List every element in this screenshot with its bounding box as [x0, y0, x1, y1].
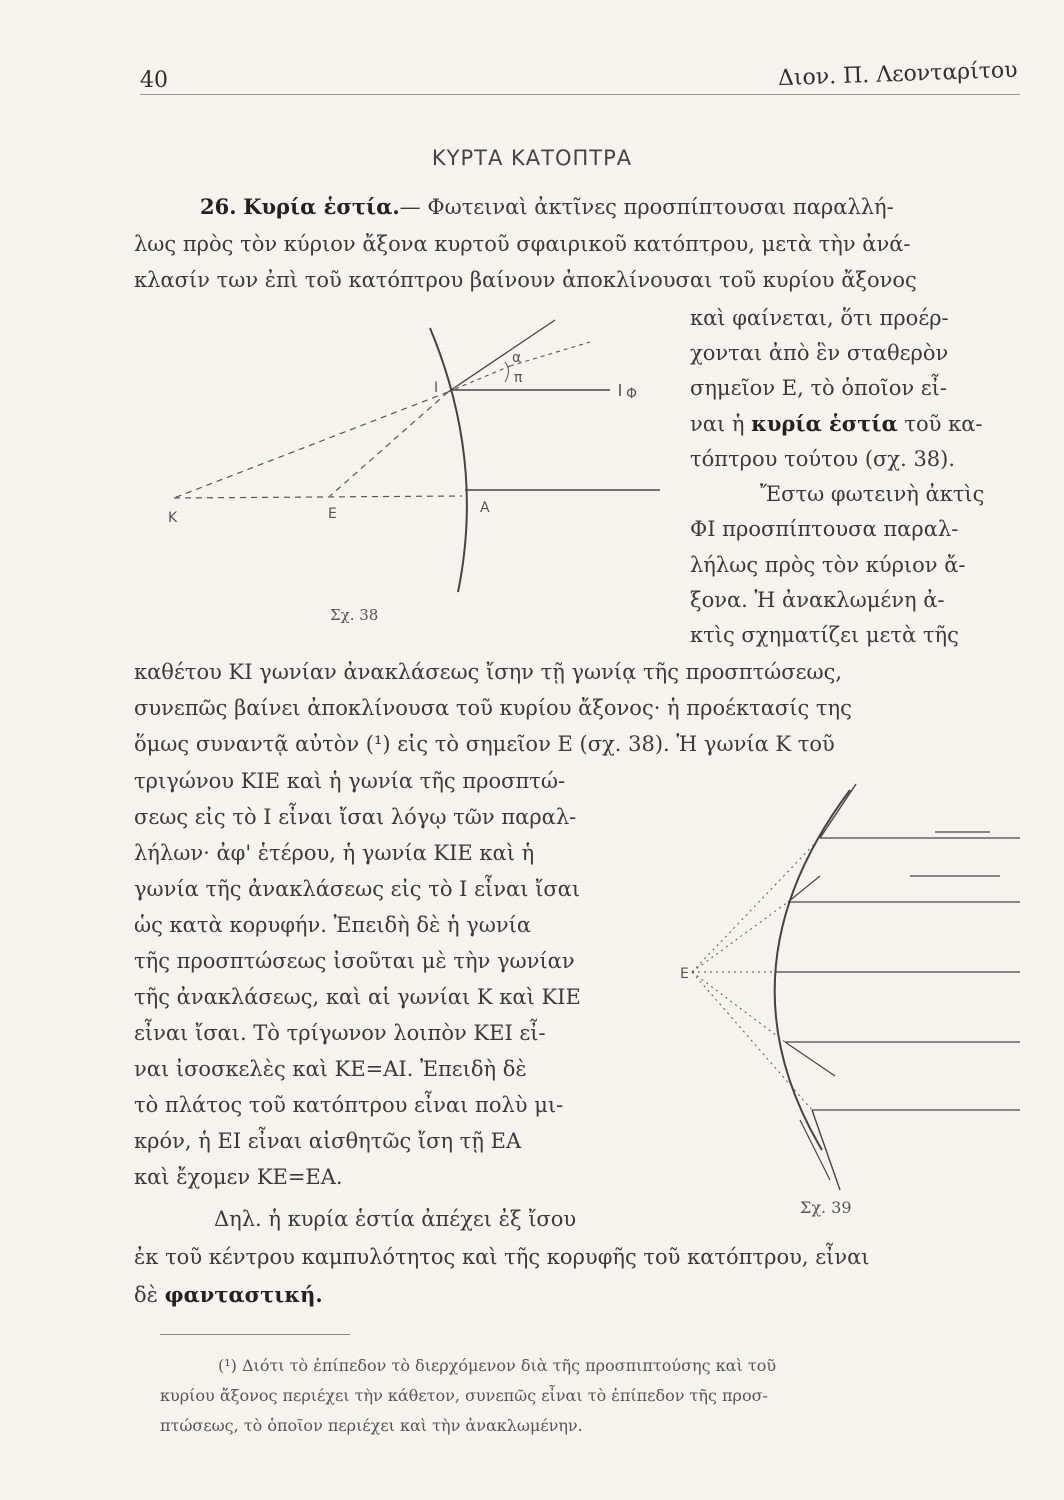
paragraph-line: λήλως πρὸς τὸν κύριον ἄ- — [690, 553, 966, 577]
paragraph-line: χονται ἀπὸ ἓν σταθερὸν — [690, 341, 949, 365]
paragraph-heading: Κυρία ἑστία. — [243, 194, 400, 219]
section-title: ΚΥΡΤΑ ΚΑΤΟΠΤΡΑ — [431, 146, 633, 170]
reflected-ray — [788, 876, 820, 902]
paragraph-line: καθέτου ΚΙ γωνίαν ἀνακλάσεως ἴσην τῇ γωνίᾳ τῆς προσπτώσεως, — [134, 660, 843, 684]
paragraph-line: κρόν, ἡ ΕΙ εἶναι αἰσθητῶς ἴση τῇ ΕΑ — [134, 1129, 522, 1153]
mirror-arc — [775, 790, 850, 1150]
paragraph-line — [690, 411, 983, 436]
paragraph-line: σημεῖον Ε, τὸ ὁποῖον εἶ- — [690, 376, 947, 400]
text-fragment: ναι ἡ — [690, 412, 752, 436]
paragraph-line: ὅμως συναντᾷ αὐτὸν (¹) εἰς τὸ σημεῖον Ε (σχ. 38). Ἡ γωνία Κ τοῦ — [134, 732, 835, 756]
label-k: Κ — [168, 510, 178, 526]
angle-arc-alpha — [505, 362, 509, 382]
virtual-ray-dotted — [692, 838, 820, 972]
paragraph-line — [134, 1282, 323, 1307]
figure-38-diagram — [160, 300, 680, 610]
paragraph-line: εἶναι ἴσαι. Τὸ τρίγωνον λοιπὸν ΚΕΙ εἶ- — [134, 1021, 546, 1045]
virtual-ray-dotted — [692, 972, 812, 1110]
footnote-line: (¹) Διότι τὸ ἐπίπεδον τὸ διερχόμενον διὰ τῆς προσπιπτούσης καὶ τοῦ — [218, 1356, 777, 1375]
virtual-ray-dotted — [692, 902, 788, 972]
label-e: Ε — [680, 966, 689, 982]
paragraph-line: ναι ἰσοσκελὲς καὶ ΚΕ=ΑΙ. Ἐπειδὴ δὲ — [134, 1057, 527, 1081]
paragraph-line: τριγώνου ΚΙΕ καὶ ἡ γωνία τῆς προσπτώ- — [134, 769, 566, 793]
reflected-ray — [448, 320, 555, 392]
page-number: 40 — [140, 68, 168, 93]
figure-39-caption: Σχ. 39 — [800, 1198, 852, 1217]
paragraph-line: τῆς προσπτώσεως ἰσοῦται μὲ τὴν γωνίαν — [134, 949, 575, 973]
label-alpha: α — [512, 350, 522, 366]
figure-38-caption: Σχ. 38 — [330, 606, 379, 624]
figure-39-diagram — [680, 780, 1040, 1200]
label-a: Α — [480, 500, 490, 516]
footnote-line: πτώσεως, τὸ ὁποῖον περιέχει καὶ τὴν ἀνακλωμένην. — [160, 1416, 583, 1435]
paragraph-line: λως πρὸς τὸν κύριον ἄξονα κυρτοῦ σφαιρικοῦ κατόπτρου, μετὰ τὴν ἀνά- — [134, 232, 911, 256]
term-bold: φανταστική. — [164, 1282, 323, 1307]
normal-dashed — [174, 392, 448, 498]
principal-axis-dashed — [174, 496, 462, 498]
paragraph-line: κτὶς σχηματίζει μετὰ τῆς — [690, 623, 959, 647]
label-phi: Φ — [626, 386, 638, 402]
footnote-rule — [160, 1334, 350, 1335]
paragraph-line: τῆς ἀνακλάσεως, καὶ αἱ γωνίαι Κ καὶ ΚΙΕ — [134, 985, 581, 1009]
paragraph-line — [200, 194, 894, 219]
label-i: Ι — [434, 380, 439, 396]
paragraph-line: ἐκ τοῦ κέντρου καμπυλότητος καὶ τῆς κορυφῆς τοῦ κατόπτρου, εἶναι — [134, 1245, 870, 1269]
header-rule — [140, 94, 1020, 95]
paragraph-line: Δηλ. ἡ κυρία ἑστία ἀπέχει ἐξ ἴσου — [214, 1207, 577, 1231]
paragraph-line: τόπτρου τούτου (σχ. 38). — [690, 447, 956, 471]
virtual-ray-dotted — [692, 972, 785, 1042]
text-fragment: δὲ — [134, 1283, 165, 1307]
paragraph-line: ὡς κατὰ κορυφήν. Ἐπειδὴ δὲ ἡ γωνία — [134, 913, 532, 937]
paragraph-line: καὶ ἔχομεν ΚΕ=ΕΑ. — [134, 1165, 343, 1189]
extension-dashed — [330, 392, 448, 496]
paragraph-line: καὶ φαίνεται, ὅτι προέρ- — [690, 306, 949, 330]
paragraph-text: — Φωτειναὶ ἀκτῖνες προσπίπτουσαι παραλλή- — [399, 195, 894, 219]
running-head-author: Διον. Π. Λεονταρίτου — [778, 57, 1019, 92]
paragraph-line: Ἔστω φωτεινὴ ἀκτὶς — [760, 482, 985, 506]
label-e: Ε — [328, 506, 337, 522]
paragraph-line: κλασίν των ἐπὶ τοῦ κατόπτρου βαίνουν ἀποκλίνουσαι τοῦ κυρίου ἄξονος — [134, 268, 917, 292]
paragraph-line: τὸ πλάτος τοῦ κατόπτρου εἶναι πολὺ μι- — [134, 1093, 564, 1117]
term-bold: κυρία ἑστία — [751, 411, 898, 436]
paragraph-line: σεως εἰς τὸ Ι εἶναι ἴσαι λόγῳ τῶν παραλ- — [134, 805, 577, 829]
normal-extension-dashed — [448, 366, 510, 392]
text-fragment: τοῦ κα- — [897, 412, 983, 436]
paragraph-line: συνεπῶς βαίνει ἀποκλίνουσα τοῦ κυρίου ἄξονος· ἡ προέκτασίς της — [134, 696, 852, 720]
mirror-arc — [430, 328, 467, 592]
reflected-ray — [812, 1110, 840, 1190]
paragraph-line: λήλων· ἀφ' ἑτέρου, ἡ γωνία ΚΙΕ καὶ ἡ — [134, 841, 535, 865]
paragraph-line: ΦΙ προσπίπτουσα παραλ- — [690, 517, 959, 541]
paragraph-line: ξονα. Ἡ ἀνακλωμένη ἀ- — [690, 588, 945, 612]
footnote-line: κυρίου ἄξονος περιέχει τὴν κάθετον, συνεπῶς εἶναι τὸ ἐπίπεδον τῆς προσ- — [160, 1386, 768, 1405]
reflected-ray — [820, 784, 856, 838]
reflected-extension-dashed — [510, 342, 590, 366]
paragraph-line: γωνία τῆς ἀνακλάσεως εἰς τὸ Ι εἶναι ἴσαι — [134, 877, 581, 901]
paragraph-number: 26. — [200, 194, 237, 219]
label-pi: π — [514, 370, 523, 386]
reflected-ray — [785, 1042, 835, 1076]
